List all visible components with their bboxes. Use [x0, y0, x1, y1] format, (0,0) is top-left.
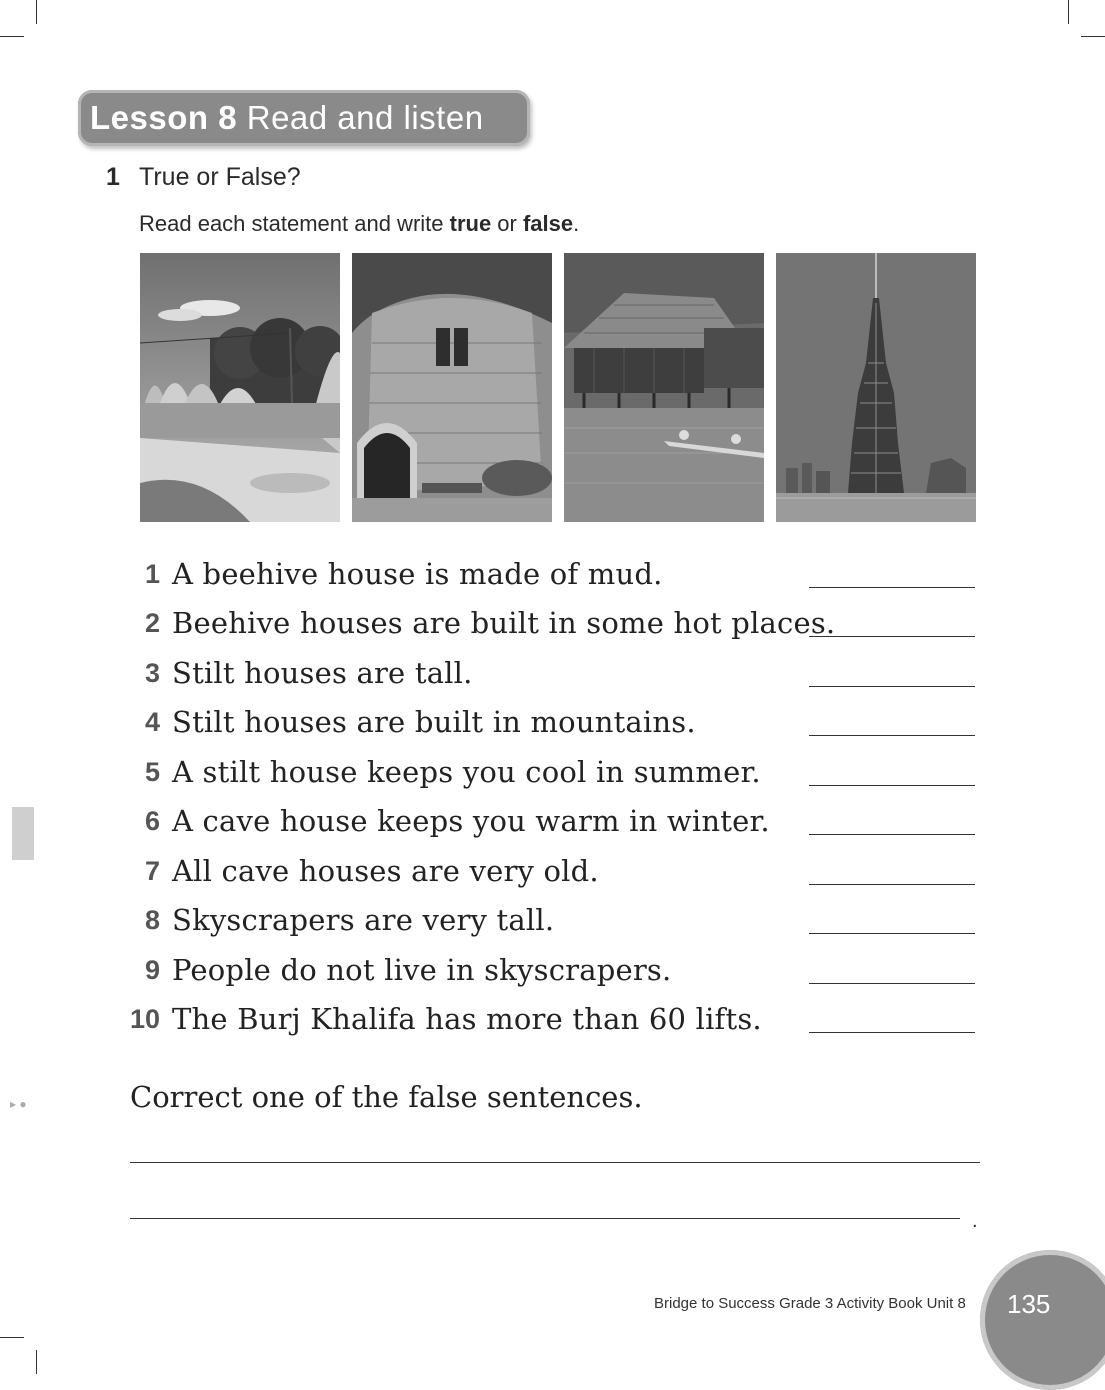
answer-blank[interactable]	[809, 834, 975, 835]
statement-row	[0, 555, 1000, 595]
stilt-houses-photo	[564, 253, 764, 522]
lesson-banner	[78, 90, 530, 146]
answer-blank[interactable]	[809, 1032, 975, 1033]
page-number: 135	[1007, 1289, 1051, 1319]
statement-number: 2	[144, 608, 160, 638]
statement-number: 5	[144, 757, 160, 787]
statement-text: Stilt houses are tall.	[172, 656, 473, 690]
statement-text: Skyscrapers are very tall.	[172, 903, 555, 937]
crop-mark	[0, 36, 24, 37]
exercise-number: 1	[106, 163, 120, 191]
side-marks: ▸ ●	[10, 1097, 27, 1111]
statement-text: A stilt house keeps you cool in summer.	[172, 755, 761, 789]
statement-number: 7	[144, 856, 160, 886]
answer-blank[interactable]	[809, 587, 975, 588]
statement-number: 6	[144, 806, 160, 836]
skyscraper-photo	[776, 253, 976, 522]
writing-line[interactable]	[130, 1218, 960, 1219]
statement-row	[0, 852, 1000, 892]
footer-book: Grade 3 Activity Book Unit 8	[779, 1295, 966, 1312]
instruction-or: or	[491, 211, 523, 236]
crop-mark	[1081, 36, 1105, 37]
statement-row	[0, 604, 1000, 644]
crop-mark	[1068, 0, 1069, 24]
instruction-false: false	[522, 211, 574, 236]
cave-house-photo	[352, 253, 552, 522]
instruction	[139, 211, 579, 237]
answer-blank[interactable]	[809, 884, 975, 885]
instruction-end: .	[573, 211, 580, 236]
statement-text: A beehive house is made of mud.	[172, 557, 663, 591]
statement-row	[0, 1000, 1000, 1040]
answer-blank[interactable]	[809, 735, 975, 736]
page-number-badge	[980, 1250, 1105, 1390]
beehive-houses-photo	[140, 253, 340, 522]
answer-blank[interactable]	[809, 983, 975, 984]
statement-row	[0, 703, 1000, 743]
statement-number: 4	[144, 707, 160, 737]
lesson-label: Lesson 8	[90, 99, 238, 136]
sentence-end-dot: .	[972, 1210, 978, 1232]
answer-blank[interactable]	[809, 636, 975, 637]
statement-number: 8	[144, 905, 160, 935]
statement-text: Stilt houses are built in mountains.	[172, 705, 696, 739]
statement-text: Beehive houses are built in some hot places.	[172, 606, 836, 640]
footer-series: Bridge to Success	[654, 1295, 780, 1312]
statement-row	[0, 753, 1000, 793]
statement-number: 10	[129, 1004, 160, 1034]
answer-blank[interactable]	[809, 686, 975, 687]
crop-mark	[0, 1337, 24, 1338]
instruction-text: Read each statement and write	[139, 211, 450, 236]
crop-mark	[36, 0, 37, 24]
statement-row	[0, 802, 1000, 842]
statement-text: A cave house keeps you warm in winter.	[172, 804, 770, 838]
writing-line[interactable]	[130, 1162, 980, 1163]
statement-row	[0, 951, 1000, 991]
answer-blank[interactable]	[809, 785, 975, 786]
exercise-title: True or False?	[139, 163, 301, 191]
footer-text	[654, 1295, 966, 1312]
answer-blank[interactable]	[809, 933, 975, 934]
statement-text: The Burj Khalifa has more than 60 lifts.	[172, 1002, 762, 1036]
statement-text: All cave houses are very old.	[172, 854, 599, 888]
lesson-title: Read and listen	[246, 99, 484, 136]
statement-number: 9	[144, 955, 160, 985]
statement-number: 3	[144, 658, 160, 688]
instruction-true: true	[449, 211, 492, 236]
statement-number: 1	[144, 559, 160, 589]
statement-row	[0, 901, 1000, 941]
statement-row	[0, 654, 1000, 694]
correction-prompt: Correct one of the false sentences.	[130, 1080, 643, 1114]
crop-mark	[36, 1350, 37, 1374]
statement-text: People do not live in skyscrapers.	[172, 953, 672, 987]
